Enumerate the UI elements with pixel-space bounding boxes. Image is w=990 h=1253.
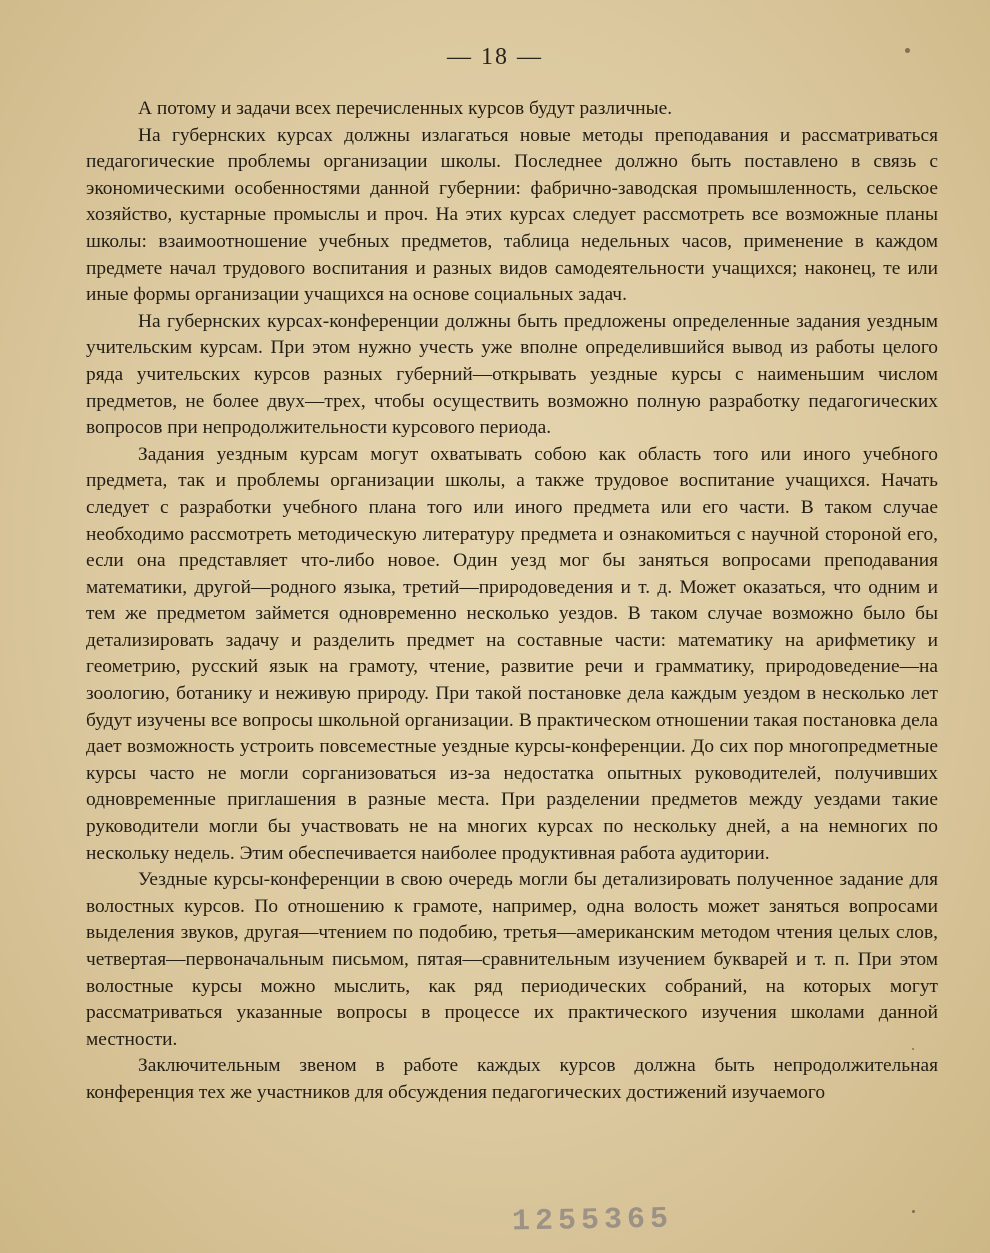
paragraph-3: На губернских курсах-конференции должны быть предложены определенные задания уездным учительским курсам. При этом нужно учесть уже вполне определившийся вывод из работы целого ряда учительских курсов разных губерний—открывать уездные курсы с наименьшим числом предметов, не более двух—трех, чтобы осуществить возможно полную разработку педагогических вопросов при непродолжительности курсового периода. — [86, 310, 938, 439]
paragraph-5: Уездные курсы-конференции в свою очередь могли бы детализировать полученное задание для волостных курсов. По отношению к грамоте, например, одна волость может заняться вопросами выделения звуков, другая—чтением по подобию, третья—американским методом чтения целых слов, четвертая—первоначальным письмом, пятая—сравнительным изучением букварей и т. п. При этом волостные курсы можно мыслить, как ряд периодических собраний, на которых могут рассматриваться указанные вопросы в процессе их практического изучения школами данной местности. — [86, 869, 938, 1050]
paragraph-1: А потому и задачи всех перечисленных курсов будут различные. — [138, 98, 673, 119]
paper-speck — [912, 1210, 915, 1213]
body-text — [86, 96, 938, 1107]
paper-speck — [905, 48, 910, 53]
inventory-stamp: 1255365 — [511, 1202, 674, 1240]
paper-speck — [912, 1048, 914, 1050]
paragraph-4: Задания уездным курсам могут охватывать собою как область того или иного учебного предмета, так и проблемы организации школы, а также трудовое воспитание учащихся. Начать следует с разработки учебного плана того или иного предмета или его части. В таком случае необходимо рассмотреть методическую литературу предмета и ознакомиться с научной стороной его, если она представляет что-либо новое. Один уезд мог бы заняться вопросами преподавания математики, другой—родного языка, третий—природоведения и т. д. Может оказаться, что одним и тем же предметом займется одновременно несколько уездов. В таком случае возможно было бы детализировать задачу и разделить предмет на составные части: математику на арифметику и геометрию, русский язык на грамоту, чтение, развитие речи и грамматику, природоведение—на зоологию, ботанику и неживую природу. При такой постановке дела каждым уездом в несколько лет будут изучены все вопросы школьной организации. В практическом отношении такая постановка дела дает возможность устроить повсеместные уездные курсы-конференции. До сих пор многопредметные курсы часто не могли сорганизоваться из-за недостатка опытных руководителей, получивших одновременные приглашения в разные места. При разделении предметов между уездами такие руководители могли бы участвовать не на многих курсах по нескольку дней, а на немногих по нескольку недель. Этим обеспечивается наиболее продуктивная работа аудитории. — [86, 443, 938, 864]
page-number: — 18 — — [447, 44, 543, 70]
paragraph-2: На губернских курсах должны излагаться новые методы преподавания и рассматриваться педагогические проблемы организации школы. Последнее должно быть поставлено в связь с экономическими особенностями данной губернии: фабрично-заводская промышленность, сельское хозяйство, кустарные промыслы и проч. На этих курсах следует рассмотреть все возможные планы школы: взаимоотношение учебных предметов, таблица недельных часов, применение в каждом предмете начал трудового воспитания и разных видов самодеятельности учащихся; наконец, те или иные формы организации учащихся на основе социальных задач. — [86, 124, 938, 306]
paragraph-6: Заключительным звеном в работе каждых курсов должна быть непродолжительная конференция тех же участников для обсуждения педагогических достижений изучаемого — [86, 1055, 938, 1103]
